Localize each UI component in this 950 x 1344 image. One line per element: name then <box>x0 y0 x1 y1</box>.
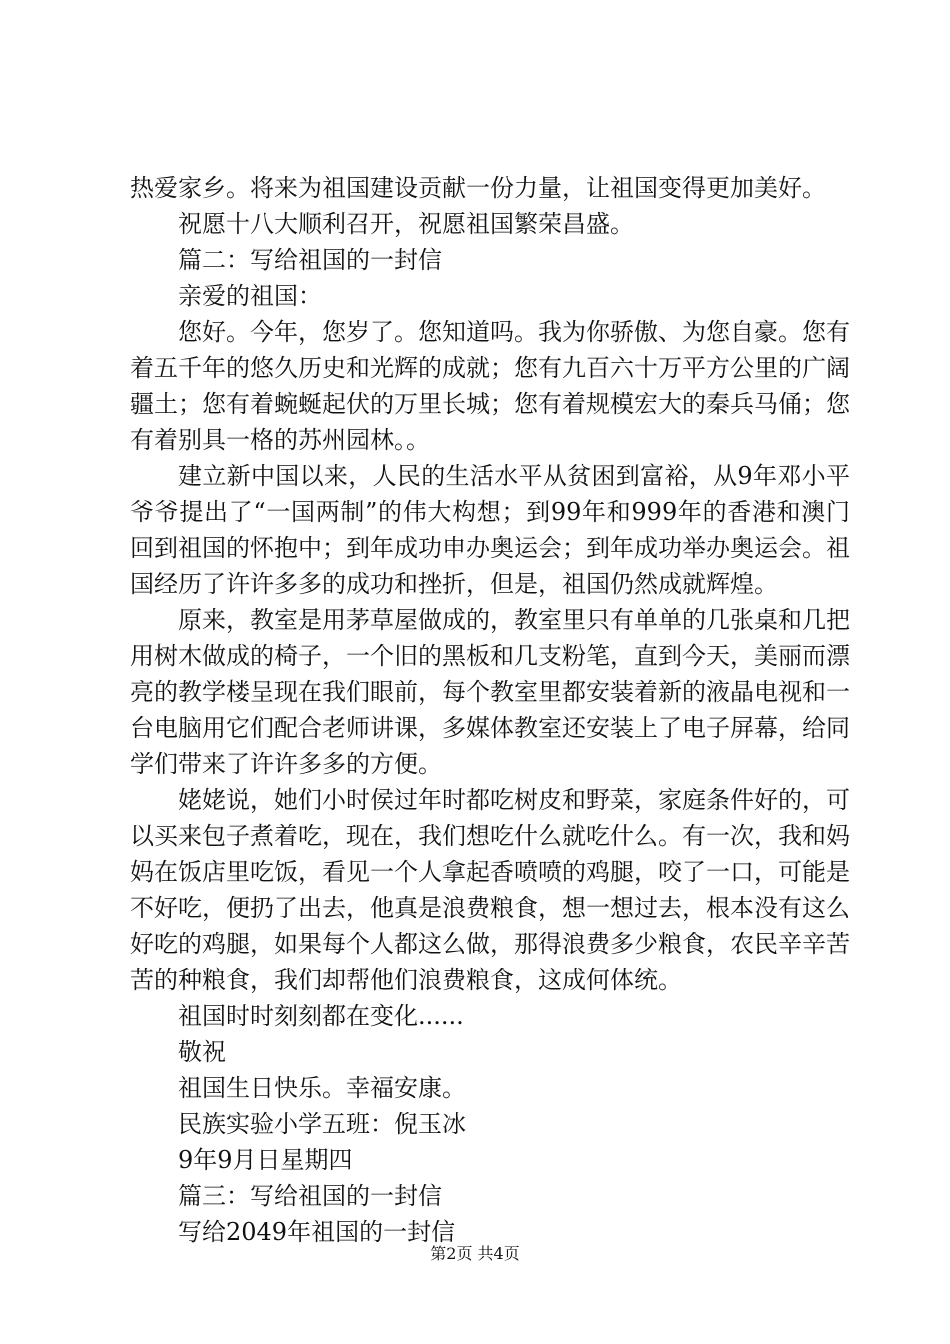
paragraph: 祝愿十八大顺利召开，祝愿祖国繁荣昌盛。 <box>178 210 634 238</box>
document-body <box>130 170 850 1250</box>
section-heading: 篇二：写给祖国的一封信 <box>178 246 442 274</box>
paragraph: 您好。今年，您岁了。您知道吗。我为你骄傲、为您自豪。您有着五千年的悠久历史和光辉的成就；您有九百六十万平方公里的广阔疆土；您有着蜿蜒起伏的万里长城；您有着规模宏大的秦兵马俑；您有着别具一格的苏州园林。。 <box>130 318 850 454</box>
letter-closing: 敬祝 <box>178 1038 226 1066</box>
paragraph: 祖国时时刻刻都在变化...... <box>178 1002 464 1030</box>
letter-date: 9年9月日星期四 <box>178 1146 353 1174</box>
page-number-footer: 第2页 共4页 <box>430 1244 520 1263</box>
section-subtitle: 写给2049年祖国的一封信 <box>178 1218 456 1246</box>
section-heading: 篇三：写给祖国的一封信 <box>178 1182 442 1210</box>
letter-signature: 民族实验小学五班：倪玉冰 <box>178 1110 466 1138</box>
paragraph: 建立新中国以来，人民的生活水平从贫困到富裕，从9年邓小平爷爷提出了“一国两制”的伟大构想；到99年和999年的香港和澳门回到祖国的怀抱中；到年成功申办奥运会；到年成功举办奥运会。祖国经历了许许多多的成功和挫折，但是，祖国仍然成就辉煌。 <box>130 462 850 598</box>
paragraph: 热爱家乡。将来为祖国建设贡献一份力量，让祖国变得更加美好。 <box>130 174 826 202</box>
letter-wish: 祖国生日快乐。幸福安康。 <box>178 1074 466 1102</box>
letter-salutation: 亲爱的祖国： <box>178 282 322 310</box>
paragraph: 姥姥说，她们小时侯过年时都吃树皮和野菜，家庭条件好的，可以买来包子煮着吃，现在，我们想吃什么就吃什么。有一次，我和妈妈在饭店里吃饭，看见一个人拿起香喷喷的鸡腿，咬了一口，可能是不好吃，便扔了出去，他真是浪费粮食，想一想过去，根本没有这么好吃的鸡腿，如果每个人都这么做，那得浪费多少粮食，农民辛辛苦苦的种粮食，我们却帮他们浪费粮食，这成何体统。 <box>130 786 850 994</box>
paragraph: 原来，教室是用茅草屋做成的，教室里只有单单的几张桌和几把用树木做成的椅子，一个旧的黑板和几支粉笔，直到今天，美丽而漂亮的教学楼呈现在我们眼前，每个教室里都安装着新的液晶电视和一台电脑用它们配合老师讲课，多媒体教室还安装上了电子屏幕，给同学们带来了许许多多的方便。 <box>130 606 850 778</box>
